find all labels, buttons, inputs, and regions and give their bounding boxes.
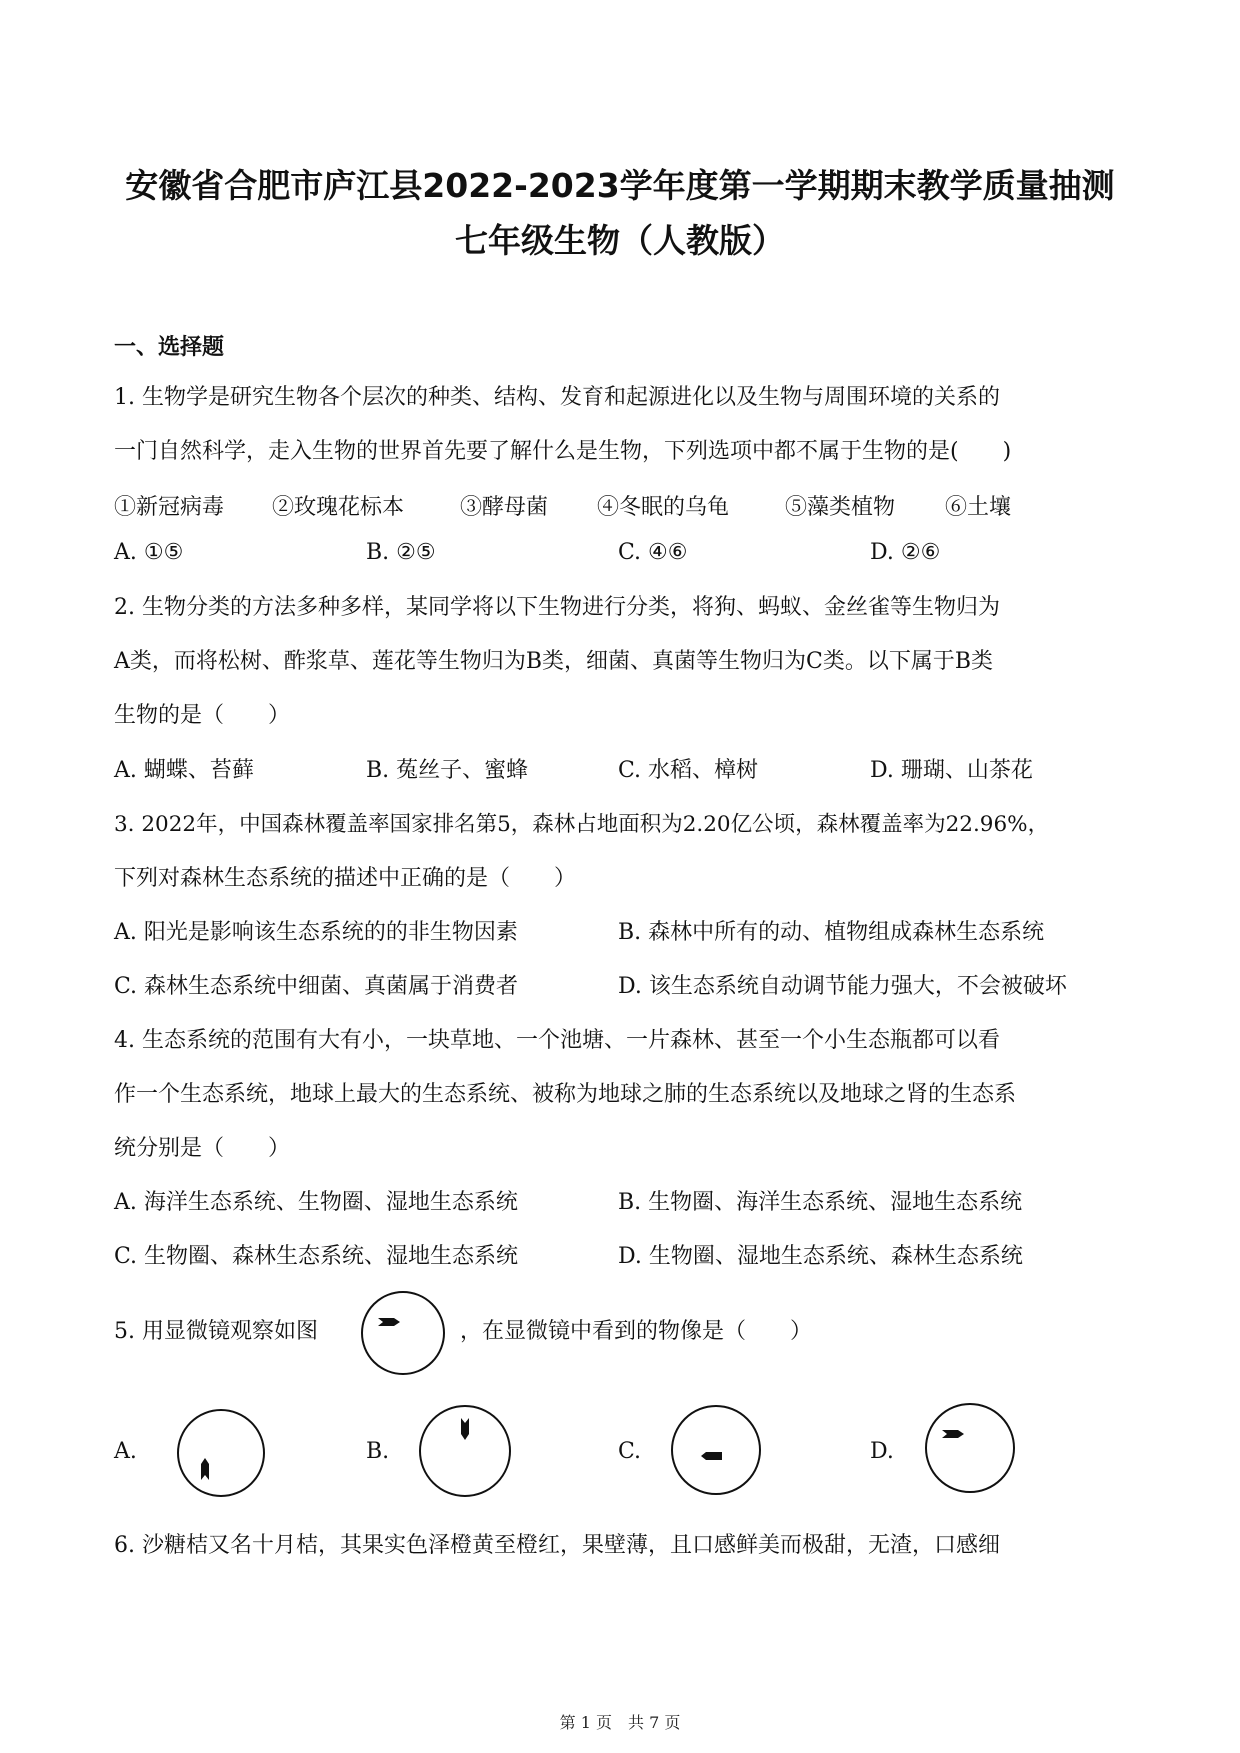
- option-b-circle: [420, 1406, 510, 1496]
- q5-option-b[interactable]: B.: [366, 1439, 390, 1464]
- q2-option-b[interactable]: B. 菟丝子、蜜蜂: [366, 758, 529, 783]
- option-b-arrow-down: [461, 1418, 469, 1440]
- reference-circle: [362, 1292, 444, 1374]
- q5-reference-figure: [360, 1290, 446, 1376]
- option-c-circle: [672, 1406, 760, 1494]
- q3-stem-line1: 3. 2022年，中国森林覆盖率国家排名第5，森林占地面积为2.20亿公顷，森林覆盖率为22.96%，: [114, 812, 1050, 837]
- q1-option-b[interactable]: B. ②⑤: [366, 540, 436, 565]
- q2-option-d[interactable]: D. 珊瑚、山茶花: [870, 758, 1033, 783]
- q2-stem-line1: 2. 生物分类的方法多种多样，某同学将以下生物进行分类，将狗、蚂蚁、金丝雀等生物归为: [114, 595, 1000, 620]
- q5-stem-after: ，在显微镜中看到的物像是（ ）: [460, 1319, 813, 1344]
- q3-option-a[interactable]: A. 阳光是影响该生态系统的的非生物因素: [114, 920, 518, 945]
- q5-option-b-figure[interactable]: [418, 1404, 512, 1498]
- q1-stem-line1: 1. 生物学是研究生物各个层次的种类、结构、发育和起源进化以及生物与周围环境的关系的: [114, 385, 1000, 410]
- q5-option-d-figure[interactable]: [924, 1402, 1016, 1494]
- q5-option-a[interactable]: A.: [114, 1439, 137, 1464]
- q4-option-a[interactable]: A. 海洋生态系统、生物圈、湿地生态系统: [114, 1190, 518, 1215]
- page-footer: 第 1 页 共 7 页: [559, 1713, 681, 1732]
- page-title-line2: 七年级生物（人教版）: [455, 221, 785, 260]
- q3-stem-line2: 下列对森林生态系统的描述中正确的是（ ）: [114, 866, 577, 891]
- q6-stem-line1: 6. 沙糖桔又名十月桔，其果实色泽橙黄至橙红，果壁薄，且口感鲜美而极甜，无渣，口感细: [114, 1533, 1000, 1558]
- q4-stem-line2: 作一个生态系统，地球上最大的生态系统、被称为地球之肺的生态系统以及地球之肾的生态系: [114, 1082, 1017, 1107]
- q1-option-a[interactable]: A. ①⑤: [114, 540, 184, 565]
- q5-option-c[interactable]: C.: [618, 1439, 642, 1464]
- q1-item-4: ④冬眠的乌龟: [597, 495, 730, 520]
- q4-option-c[interactable]: C. 生物圈、森林生态系统、湿地生态系统: [114, 1244, 519, 1269]
- option-a-circle: [178, 1410, 264, 1496]
- q1-item-6: ⑥土壤: [945, 495, 1012, 520]
- option-d-flag-arrow: [942, 1430, 964, 1438]
- q1-option-c[interactable]: C. ④⑥: [618, 540, 688, 565]
- q3-option-b[interactable]: B. 森林中所有的动、植物组成森林生态系统: [618, 920, 1045, 945]
- q2-stem-line3: 生物的是（ ）: [114, 703, 291, 728]
- q2-option-a[interactable]: A. 蝴蝶、苔藓: [114, 758, 254, 783]
- q4-stem-line1: 4. 生态系统的范围有大有小，一块草地、一个池塘、一片森林、甚至一个小生态瓶都可以看: [114, 1028, 1000, 1053]
- q4-stem-line3: 统分别是（ ）: [114, 1136, 291, 1161]
- reference-flag-arrow: [378, 1318, 400, 1326]
- q4-option-d[interactable]: D. 生物圈、湿地生态系统、森林生态系统: [618, 1244, 1023, 1269]
- section-title: 一、选择题: [114, 335, 225, 360]
- q1-item-2: ②玫瑰花标本: [272, 495, 405, 520]
- q4-option-b[interactable]: B. 生物圈、海洋生态系统、湿地生态系统: [618, 1190, 1023, 1215]
- q1-stem-line2: 一门自然科学，走入生物的世界首先要了解什么是生物，下列选项中都不属于生物的是( ): [114, 439, 1012, 464]
- q1-option-d[interactable]: D. ②⑥: [870, 540, 941, 565]
- page-title-line1: 安徽省合肥市庐江县2022-2023学年度第一学期期末教学质量抽测: [125, 166, 1115, 205]
- q1-item-3: ③酵母菌: [460, 495, 549, 520]
- q5-option-a-figure[interactable]: [176, 1408, 266, 1498]
- option-c-arrow-left: [701, 1452, 722, 1460]
- q3-option-c[interactable]: C. 森林生态系统中细菌、真菌属于消费者: [114, 974, 519, 999]
- q3-option-d[interactable]: D. 该生态系统自动调节能力强大，不会被破坏: [618, 974, 1067, 999]
- q2-stem-line2: A类，而将松树、酢浆草、莲花等生物归为B类，细菌、真菌等生物归为C类。以下属于B类: [114, 649, 994, 674]
- option-d-circle: [926, 1404, 1014, 1492]
- q5-option-c-figure[interactable]: [670, 1404, 762, 1496]
- option-a-arrow-up: [201, 1458, 209, 1480]
- q5-stem-before: 5. 用显微镜观察如图: [114, 1319, 318, 1344]
- q1-item-5: ⑤藻类植物: [785, 495, 896, 520]
- q5-option-d[interactable]: D.: [870, 1439, 894, 1464]
- q1-item-1: ①新冠病毒: [114, 495, 225, 520]
- q2-option-c[interactable]: C. 水稻、樟树: [618, 758, 759, 783]
